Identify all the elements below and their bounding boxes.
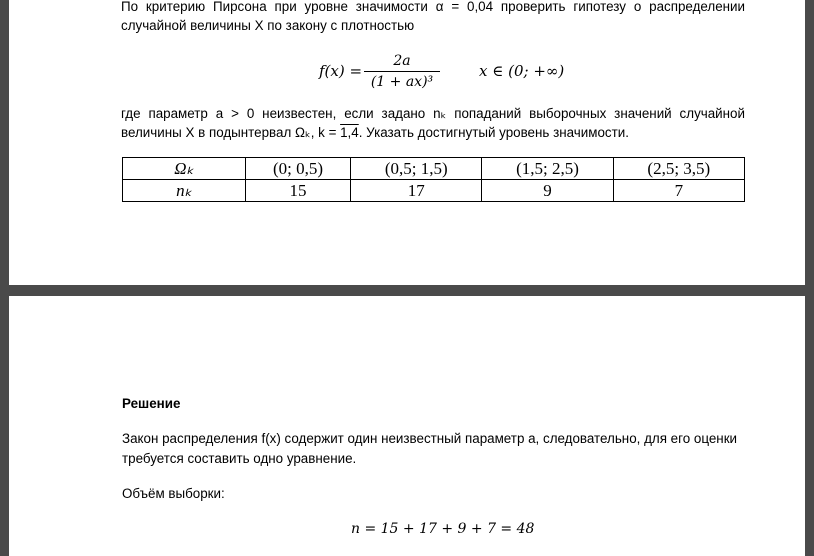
line4-range: 1,4: [340, 125, 359, 140]
table-row: [123, 180, 745, 202]
row-label-n: nₖ: [123, 180, 246, 202]
document-page-1: [9, 0, 805, 285]
document-page-2: [9, 296, 805, 556]
fraction-bar: [364, 71, 440, 72]
solution-line-1: Закон распределения f(x) содержит один неизвестный параметр a, следовательно, для его оценки: [122, 431, 738, 446]
table-cell: 17: [351, 180, 482, 202]
table-cell: (2,5; 3,5): [613, 158, 744, 180]
problem-line-1: По критерию Пирсона при уровне значимости α = 0,04 проверить гипотезу о распределении: [121, 0, 745, 14]
table-cell: 9: [482, 180, 613, 202]
problem-line-4: [121, 123, 629, 143]
formula-lhs: f(x) =: [319, 62, 363, 80]
table-cell: (1,5; 2,5): [482, 158, 613, 180]
table-cell: 7: [613, 180, 744, 202]
table-row: [123, 158, 745, 180]
formula-domain: x ∈ (0; +∞): [479, 62, 565, 80]
sample-size-label: Объём выборки:: [122, 486, 225, 501]
solution-heading: Решение: [122, 396, 181, 411]
table-cell: (0; 0,5): [246, 158, 351, 180]
table-cell: (0,5; 1,5): [351, 158, 482, 180]
interval-table: [122, 157, 745, 202]
line4-pre: величины X в подынтервал Ωₖ, k =: [121, 125, 341, 140]
formula-denominator: (1 + ax)³: [370, 74, 434, 90]
formula-numerator: 2a: [393, 53, 411, 69]
table-cell: 15: [246, 180, 351, 202]
formula-fraction: [364, 52, 440, 91]
line4-post: . Указать достигнутый уровень значимости.: [358, 125, 629, 140]
problem-line-3: где параметр a > 0 неизвестен, если задано nₖ попаданий выборочных значений случайной: [121, 106, 745, 121]
sample-size-equation: n = 15 + 17 + 9 + 7 = 48: [351, 521, 535, 537]
problem-line-2: случайной величины X по закону с плотностью: [121, 18, 415, 33]
solution-line-2: требуется составить одно уравнение.: [122, 451, 357, 466]
row-label-omega: Ωₖ: [123, 158, 246, 180]
